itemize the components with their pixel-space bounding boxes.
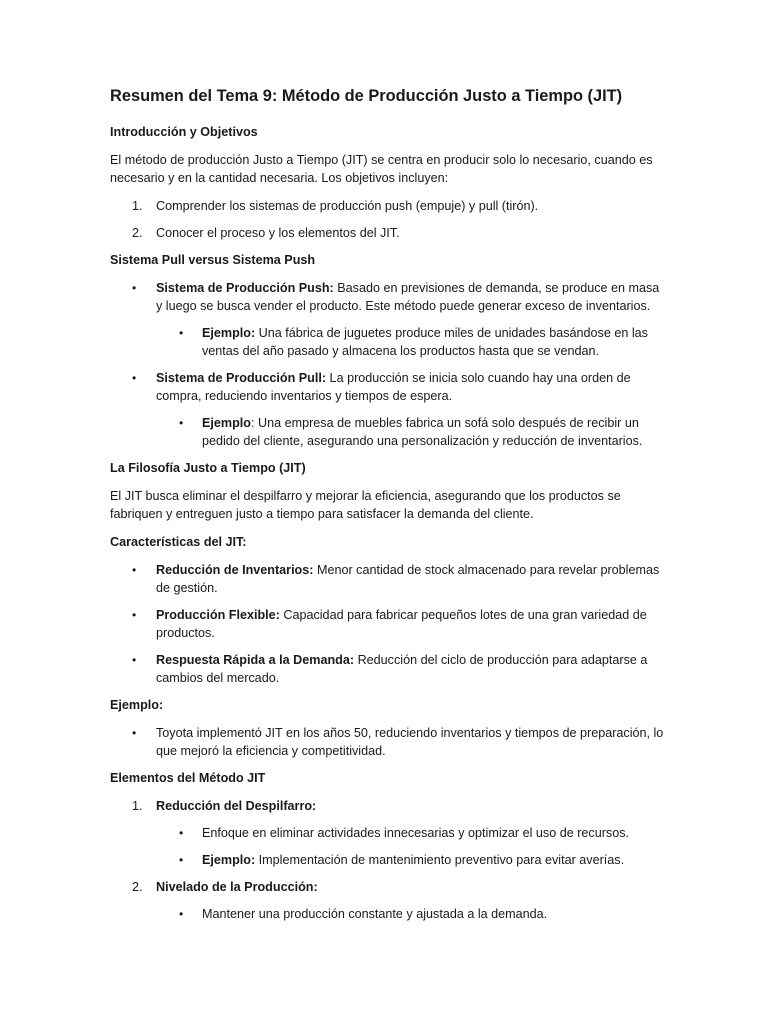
objective-text: Conocer el proceso y los elementos del JIT. <box>156 226 400 240</box>
element-subitem <box>110 905 668 923</box>
characteristic-item <box>110 561 668 597</box>
document-title: Resumen del Tema 9: Método de Producción Justo a Tiempo (JIT) <box>110 87 623 105</box>
element-subitem-label: Ejemplo: <box>202 853 256 867</box>
bullet-icon: • <box>179 826 184 840</box>
characteristic-text: Menor cantidad de stock almacenado para revelar problemas de gestión. <box>156 563 660 595</box>
bullet-icon: • <box>179 907 184 921</box>
pull-push-heading: Sistema Pull versus Sistema Push <box>110 253 316 267</box>
example-list <box>110 724 668 760</box>
characteristic-label: Reducción de Inventarios: <box>156 563 314 577</box>
element-subitem <box>110 824 668 842</box>
element-label: Reducción del Despilfarro: <box>156 799 317 813</box>
example-item <box>110 724 668 760</box>
philosophy-heading: La Filosofía Justo a Tiempo (JIT) <box>110 461 306 475</box>
bullet-icon: • <box>179 416 184 430</box>
pull-text: La producción se inicia solo cuando hay una orden de compra, reduciendo inventarios y tiempos de espera. <box>156 371 631 403</box>
philosophy-paragraph: El JIT busca eliminar el despilfarro y mejorar la eficiencia, asegurando que los productos se fabriquen y entreguen justo a tiempo para satisfacer la demanda del cliente. <box>110 489 621 521</box>
characteristics-heading: Características del JIT: <box>110 535 247 549</box>
characteristic-item <box>110 606 668 642</box>
push-label: Sistema de Producción Push: <box>156 281 334 295</box>
characteristic-text: Capacidad para fabricar pequeños lotes de una gran variedad de productos. <box>156 608 647 640</box>
characteristic-item <box>110 651 668 687</box>
objective-item <box>110 197 668 215</box>
push-example-item <box>110 324 668 360</box>
pull-label: Sistema de Producción Pull: <box>156 371 327 385</box>
characteristic-label: Respuesta Rápida a la Demanda: <box>156 653 355 667</box>
bullet-icon: • <box>132 563 137 577</box>
pull-example-item <box>110 414 668 450</box>
bullet-icon: • <box>179 326 184 340</box>
push-example-text: Una fábrica de juguetes produce miles de unidades basándose en las ventas del año pasado y almacena los productos hasta que se vendan. <box>202 326 648 358</box>
characteristics-list <box>110 561 668 687</box>
elements-heading: Elementos del Método JIT <box>110 771 266 785</box>
objective-text: Comprender los sistemas de producción push (empuje) y pull (tirón). <box>156 199 539 213</box>
intro-paragraph: El método de producción Justo a Tiempo (JIT) se centra en producir solo lo necesario, cuando es necesario y en la cantidad necesaria. Los objetivos incluyen: <box>110 153 653 185</box>
intro-heading: Introducción y Objetivos <box>110 125 258 139</box>
objectives-list <box>110 197 668 242</box>
bullet-icon: • <box>132 608 137 622</box>
example-heading: Ejemplo: <box>110 698 164 712</box>
pull-example-label: Ejemplo <box>202 416 251 430</box>
push-item <box>110 279 668 315</box>
list-number: 1. <box>132 199 143 213</box>
pull-example-text: : Una empresa de muebles fabrica un sofá solo después de recibir un pedido del cliente, asegurando una personalización y reducción de inventarios. <box>202 416 643 448</box>
example-text: Toyota implementó JIT en los años 50, reduciendo inventarios y tiempos de preparación, lo que mejoró la eficiencia y competitividad. <box>156 726 664 758</box>
push-text: Basado en previsiones de demanda, se produce en masa y luego se busca vender el producto. Este método puede generar exceso de inventarios. <box>156 281 660 313</box>
objective-item <box>110 224 668 242</box>
characteristic-text: Reducción del ciclo de producción para adaptarse a cambios del mercado. <box>156 653 648 685</box>
bullet-icon: • <box>132 653 137 667</box>
element-subitem-text: Implementación de mantenimiento preventivo para evitar averías. <box>255 853 625 867</box>
element-item <box>110 797 668 815</box>
pull-push-list <box>110 279 668 450</box>
bullet-icon: • <box>132 281 137 295</box>
bullet-icon: • <box>179 853 184 867</box>
list-number: 1. <box>132 799 143 813</box>
element-subitem <box>110 851 668 869</box>
pull-item <box>110 369 668 405</box>
bullet-icon: • <box>132 726 137 740</box>
list-number: 2. <box>132 880 143 894</box>
element-item <box>110 878 668 896</box>
characteristic-label: Producción Flexible: <box>156 608 280 622</box>
list-number: 2. <box>132 226 143 240</box>
push-example-label: Ejemplo: <box>202 326 256 340</box>
element-label: Nivelado de la Producción: <box>156 880 318 894</box>
elements-list <box>110 797 668 923</box>
element-subitem-text: Enfoque en eliminar actividades innecesarias y optimizar el uso de recursos. <box>202 826 630 840</box>
bullet-icon: • <box>132 371 137 385</box>
element-subitem-text: Mantener una producción constante y ajustada a la demanda. <box>202 907 548 921</box>
